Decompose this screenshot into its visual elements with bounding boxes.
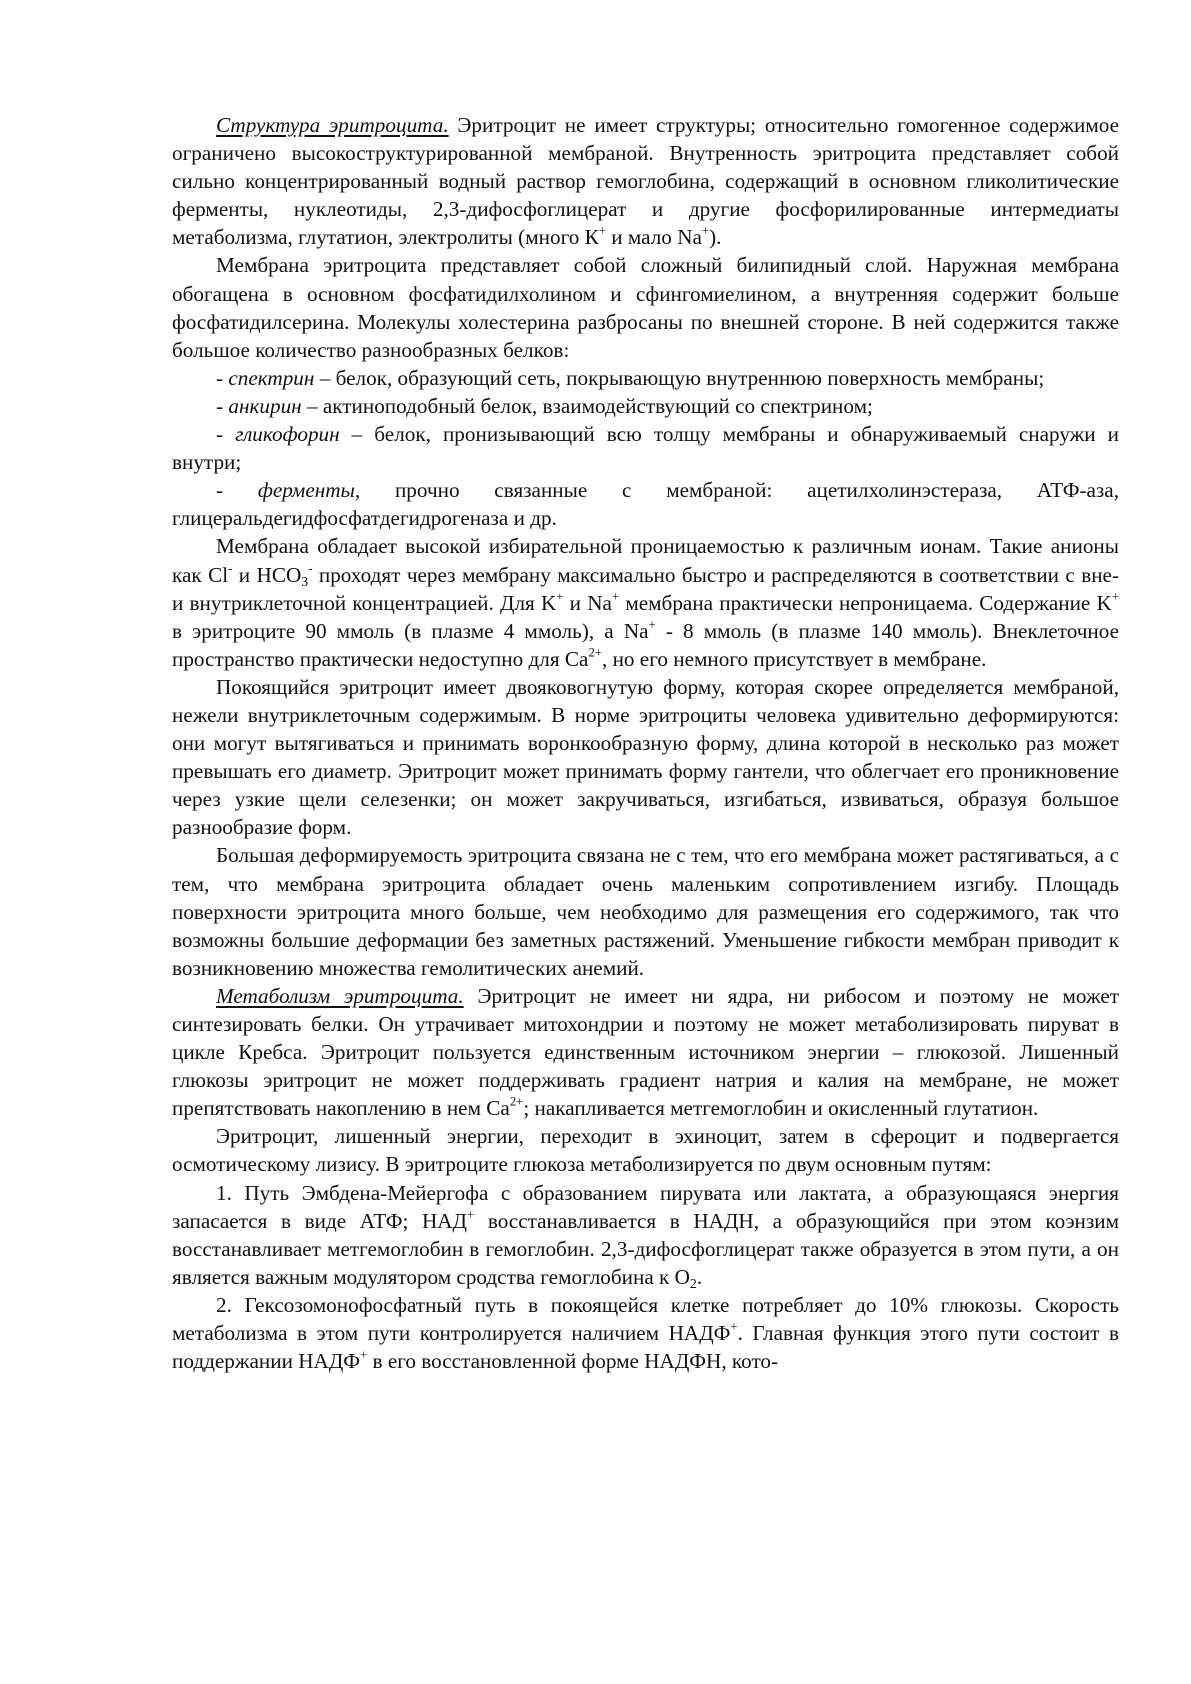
list-item-ankyrin (172, 392, 1119, 420)
list-text: – белок, образующий сеть, покрывающую внутреннюю поверхность мембраны; (314, 365, 1045, 390)
list-term: спектрин (228, 365, 315, 390)
paragraph-erythrocyte-structure (172, 111, 1119, 251)
paragraph-text: в эритроците 90 ммоль (в плазме 4 ммоль), а Na (172, 618, 649, 643)
paragraph-text: мембрана практически непроницаема. Содержание K (619, 590, 1112, 615)
paragraph-text: Эритроцит не имеет ни ядра, ни рибосом и поэтому не может синтезировать белки. Он утрачивает митохондрии и поэтому не может метаболизировать пируват в цикле Кребса. Эритроцит пользуется единственным источником энергии – глюкозой. Лишенный глюкозы эритроцит не может поддерживать градиент натрия и калия на мембране, не может препятствовать накоплению в нем Са (172, 983, 1119, 1121)
list-dash: - (216, 478, 258, 503)
list-text: – актиноподобный белок, взаимодействующий со спектрином; (301, 393, 873, 418)
list-item-glycophorin (172, 420, 1119, 476)
superscript: + (556, 589, 564, 604)
list-term: ферменты, (257, 478, 361, 503)
paragraph-text: и мало Na (605, 225, 702, 250)
paragraph-text: 1. Путь Эмбдена-Мейергофа с образованием пирувата или лактата, а образующаяся энергия запасается в виде АТФ; НАД (172, 1180, 1119, 1233)
superscript: 2+ (588, 645, 602, 660)
list-text: прочно связанные с мембраной: ацетилхолинэстераза, АТФ-аза, глицеральдегидфосфатдегидрогеназа и др. (172, 478, 1119, 531)
superscript: 2+ (509, 1094, 524, 1109)
paragraph-text: , но его немного присутствует в мембране. (601, 646, 987, 671)
paragraph-deformability: Большая деформируемость эритроцита связана не с тем, что его мембрана может растягиваться, а с тем, что мембрана эритроцита обладает очень маленьким сопротивлением изгибу. Площадь поверхности эритроцита много больше, чем необходимо для размещения его содержимого, так что возможны большие деформации без заметных растяжений. Уменьшение гибкости мембран приводит к возникновению множества гемолитических анемий. (172, 843, 1119, 980)
list-dash: - (216, 422, 236, 447)
paragraph-text: - 8 ммоль (в плазме 140 ммоль). Внеклеточное пространство практически недоступно для Са (172, 618, 1119, 671)
paragraph-erythrocyte-metabolism (172, 982, 1119, 1122)
list-term: гликофорин (235, 422, 340, 447)
paragraph-text: и Na (563, 590, 612, 615)
paragraph-text: . (696, 1264, 703, 1289)
list-dash: - (216, 393, 229, 418)
superscript: + (648, 617, 656, 632)
paragraph-permeability (172, 532, 1119, 672)
paragraph-text: проходят через мембрану максимально быстро и распределяются в соответствии с вне- и внутриклеточной концентрацией. Для K (172, 562, 1119, 615)
subscript: 2 (689, 1275, 697, 1291)
paragraph-membrane: Мембрана эритроцита представляет собой сложный билипидный слой. Наружная мембрана обогащена в основном фосфатидилхолином и сфингомиелином, а внутренняя содержит больше фосфатидилсерина. Молекулы холестерина разбросаны по внешней стороне. В ней содержится также большое количество разнообразных белков: (172, 253, 1119, 362)
paragraph-text: ; накапливается метгемоглобин и окисленный глутатион. (523, 1096, 1039, 1121)
list-item-spectrin (172, 364, 1119, 392)
list-text: – белок, пронизывающий всю толщу мембраны и обнаруживаемый снаружи и внутри; (172, 422, 1119, 475)
paragraph-text: 2. Гексозомонофосфатный путь в покоящейся клетке потребляет до 10% глюкозы. Скорость метаболизма в этом пути контролируется наличием НАДФ (172, 1292, 1119, 1346)
superscript: + (730, 1319, 738, 1334)
superscript: + (701, 223, 710, 238)
subscript: 3 (301, 573, 309, 589)
document-page (172, 111, 1119, 1375)
list-dash: - (216, 365, 229, 390)
superscript: + (360, 1347, 368, 1362)
paragraph-text: восстанавливается в НАДН, а образующийся при этом коэнзим восстанавливает метгемоглобин в гемоглобин. 2,3-дифосфоглицерат также образуется в этом пути, а он является важным модулятором сродства гемоглобина к O (172, 1208, 1119, 1289)
section-heading-metabolism: Метаболизм эритроцита. (216, 983, 464, 1008)
list-term: анкирин (228, 393, 302, 418)
paragraph-pathway-2 (172, 1291, 1119, 1375)
superscript: + (611, 589, 620, 604)
section-heading-structure: Структура эритроцита. (216, 113, 449, 137)
superscript: - (308, 560, 313, 575)
superscript: + (598, 223, 606, 238)
paragraph-text: и HCO (232, 562, 302, 587)
paragraph-resting-shape: Покоящийся эритроцит имеет двояковогнутую форму, которая скорее определяется мембраной, нежели внутриклеточным содержимым. В норме эритроциты человека удивительно деформируются: они могут вытягиваться и принимать воронкообразную форму, длина которой в несколько раз может превышать его диаметр. Эритроцит может принимать форму гантели, что облегчает его проникновение через узкие щели селезенки; он может закручиваться, изгибаться, извиваться, образуя большое разнообразие форм. (172, 674, 1119, 840)
paragraph-text: ). (709, 225, 722, 250)
paragraph-text: Мембрана обладает высокой избирательной проницаемостью к различным ионам. Такие анионы как Cl (172, 534, 1119, 587)
list-item-enzymes (172, 476, 1119, 532)
paragraph-text: . Главная функция этого пути состоит в поддержании НАДФ (172, 1321, 1119, 1374)
superscript: + (467, 1207, 475, 1222)
superscript: + (1111, 589, 1120, 604)
paragraph-energy-deprived: Эритроцит, лишенный энергии, переходит в эхиноцит, затем в сфероцит и подвергается осмотическому лизису. В эритроците глюкоза метаболизируется по двум основным путям: (172, 1124, 1119, 1177)
paragraph-text: Эритроцит не имеет структуры; относительно гомогенное содержимое ограничено высокоструктурированной мембраной. Внутренность эритроцита представляет собой сильно концентрированный водный раствор гемоглобина, содержащий в основном гликолитические ферменты, нуклеотиды, 2,3-дифосфоглицерат и другие фосфорилированные интермедиаты метаболизма, глутатион, электролиты (много К (172, 113, 1119, 250)
paragraph-text: в его восстановленной форме НАДФН, кото- (367, 1349, 779, 1374)
superscript: - (228, 560, 233, 575)
paragraph-pathway-1 (172, 1179, 1119, 1291)
